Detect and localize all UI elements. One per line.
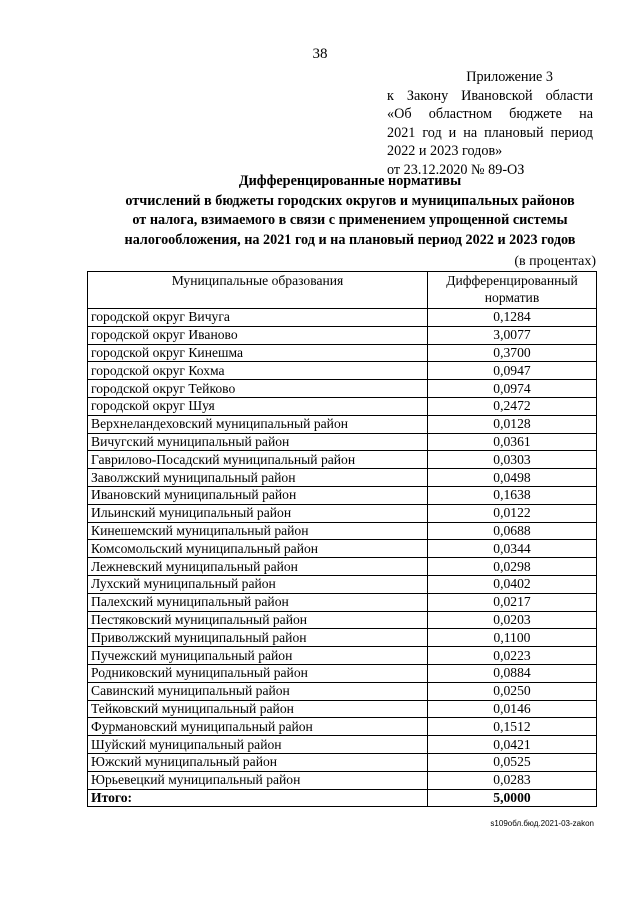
municipality-cell: Ильинский муниципальный район <box>88 504 428 522</box>
table-row <box>88 558 597 576</box>
municipality-cell: городской округ Шуя <box>88 397 428 415</box>
norm-value-cell: 0,0974 <box>428 380 597 398</box>
municipality-cell: городской округ Тейково <box>88 380 428 398</box>
municipality-cell: Палехский муниципальный район <box>88 593 428 611</box>
table-row <box>88 362 597 380</box>
table-row <box>88 753 597 771</box>
table-row <box>88 522 597 540</box>
norm-value-cell: 0,0128 <box>428 415 597 433</box>
header-municipality: Муниципальные образования <box>88 272 428 309</box>
table-row <box>88 593 597 611</box>
norm-value-cell: 0,0498 <box>428 469 597 487</box>
norm-value-cell: 0,0203 <box>428 611 597 629</box>
norm-value-cell: 0,1638 <box>428 486 597 504</box>
municipality-cell: Комсомольский муниципальный район <box>88 540 428 558</box>
appendix-line-6: от 23.12.2020 № 89-ОЗ <box>387 161 525 178</box>
title-line-4: налогообложения, на 2021 год и на плановый период 2022 и 2023 годов <box>124 231 576 248</box>
header-norm: Дифференцированный норматив <box>428 272 597 309</box>
municipality-cell: Юрьевецкий муниципальный район <box>88 771 428 789</box>
municipality-cell: Тейковский муниципальный район <box>88 700 428 718</box>
total-value: 5,0000 <box>428 789 597 807</box>
table-row <box>88 611 597 629</box>
norm-value-cell: 3,0077 <box>428 326 597 344</box>
norm-value-cell: 0,2472 <box>428 397 597 415</box>
table-row <box>88 380 597 398</box>
municipality-cell: Лежневский муниципальный район <box>88 558 428 576</box>
norm-value-cell: 0,0250 <box>428 682 597 700</box>
norm-value-cell: 0,0217 <box>428 593 597 611</box>
municipality-cell: городской округ Кохма <box>88 362 428 380</box>
total-row <box>88 789 597 807</box>
norm-value-cell: 0,0298 <box>428 558 597 576</box>
title-line-2: отчислений в бюджеты городских округов и муниципальных районов <box>125 192 575 209</box>
municipality-cell: городской округ Иваново <box>88 326 428 344</box>
municipality-cell: Вичугский муниципальный район <box>88 433 428 451</box>
norm-value-cell: 0,0283 <box>428 771 597 789</box>
table-row <box>88 504 597 522</box>
table-row <box>88 415 597 433</box>
table-row <box>88 486 597 504</box>
municipality-cell: Южский муниципальный район <box>88 753 428 771</box>
table-row <box>88 326 597 344</box>
appendix-line-2: к Закону Ивановской области <box>387 87 593 104</box>
norms-table <box>87 271 597 807</box>
appendix-line-3: «Об областном бюджете на <box>387 106 593 122</box>
table-row <box>88 469 597 487</box>
table-row <box>88 736 597 754</box>
municipality-cell: Савинский муниципальный район <box>88 682 428 700</box>
page-number: 38 <box>312 46 328 62</box>
norm-value-cell: 0,0146 <box>428 700 597 718</box>
municipality-cell: Шуйский муниципальный район <box>88 736 428 754</box>
municipality-cell: городской округ Кинешма <box>88 344 428 362</box>
total-label: Итого: <box>88 789 428 807</box>
table-row <box>88 309 597 327</box>
norm-value-cell: 0,0884 <box>428 664 597 682</box>
norm-value-cell: 0,1512 <box>428 718 597 736</box>
appendix-line-4: 2021 год и на плановый период <box>387 124 593 141</box>
municipality-cell: Приволжский муниципальный район <box>88 629 428 647</box>
municipality-cell: Фурмановский муниципальный район <box>88 718 428 736</box>
municipality-cell: Родниковский муниципальный район <box>88 664 428 682</box>
norm-value-cell: 0,0688 <box>428 522 597 540</box>
norm-value-cell: 0,0525 <box>428 753 597 771</box>
table-row <box>88 540 597 558</box>
municipality-cell: Гаврилово-Посадский муниципальный район <box>88 451 428 469</box>
table-row <box>88 629 597 647</box>
table-header-row <box>88 272 597 309</box>
document-title <box>60 172 640 250</box>
table-row <box>88 575 597 593</box>
table-row <box>88 771 597 789</box>
municipality-cell: Пестяковский муниципальный район <box>88 611 428 629</box>
title-line-1: Дифференцированные нормативы <box>238 173 462 189</box>
municipality-cell: городской округ Вичуга <box>88 309 428 327</box>
norm-value-cell: 0,0361 <box>428 433 597 451</box>
units-note: (в процентах) <box>514 254 596 269</box>
table-row <box>88 682 597 700</box>
norm-value-cell: 0,0223 <box>428 647 597 665</box>
title-line-3: от налога, взимаемого в связи с применением упрощенной системы <box>132 212 568 228</box>
municipality-cell: Заволжский муниципальный район <box>88 469 428 487</box>
table-row <box>88 718 597 736</box>
table-row <box>88 344 597 362</box>
table-row <box>88 397 597 415</box>
municipality-cell: Пучежский муниципальный район <box>88 647 428 665</box>
appendix-line-1: Приложение 3 <box>466 69 553 85</box>
footer-code: s109обл.бюд.2021-03-zakon <box>490 819 594 828</box>
municipality-cell: Ивановский муниципальный район <box>88 486 428 504</box>
norm-value-cell: 0,1100 <box>428 629 597 647</box>
norm-value-cell: 0,0122 <box>428 504 597 522</box>
table-row <box>88 664 597 682</box>
municipality-cell: Верхнеландеховский муниципальный район <box>88 415 428 433</box>
appendix-line-5: 2022 и 2023 годов» <box>387 143 503 159</box>
norm-value-cell: 0,3700 <box>428 344 597 362</box>
table-row <box>88 433 597 451</box>
municipality-cell: Кинешемский муниципальный район <box>88 522 428 540</box>
table-row <box>88 647 597 665</box>
appendix-block <box>387 68 593 179</box>
norm-value-cell: 0,0344 <box>428 540 597 558</box>
norm-value-cell: 0,0947 <box>428 362 597 380</box>
municipality-cell: Лухский муниципальный район <box>88 575 428 593</box>
norm-value-cell: 0,0303 <box>428 451 597 469</box>
table-row <box>88 451 597 469</box>
norm-value-cell: 0,0402 <box>428 575 597 593</box>
norm-value-cell: 0,0421 <box>428 736 597 754</box>
table-row <box>88 700 597 718</box>
norm-value-cell: 0,1284 <box>428 309 597 327</box>
